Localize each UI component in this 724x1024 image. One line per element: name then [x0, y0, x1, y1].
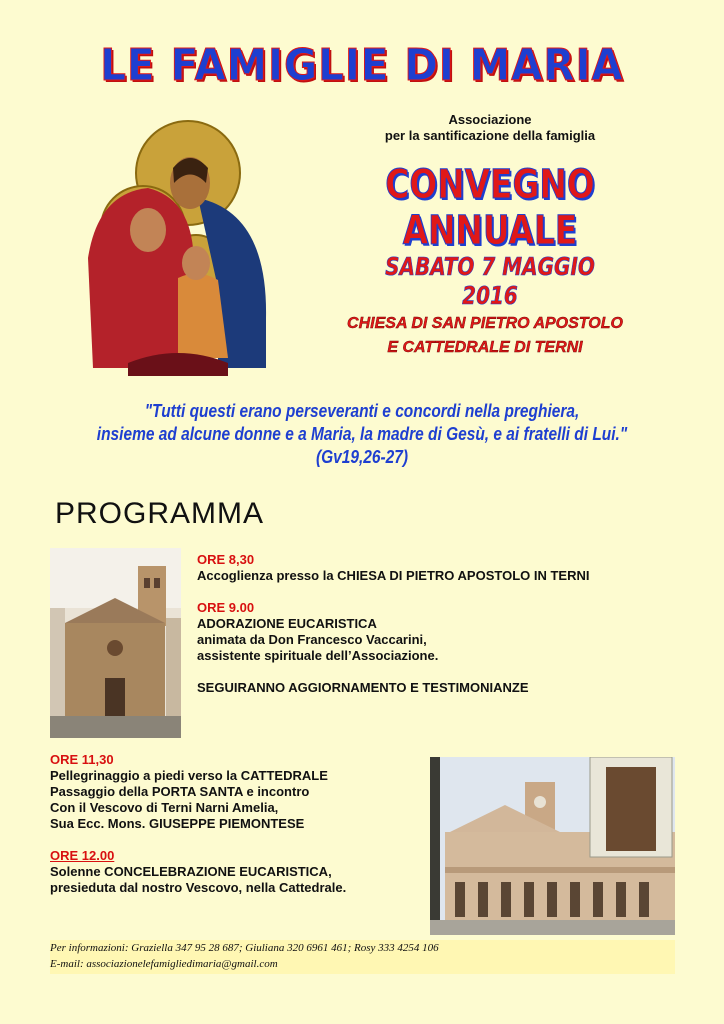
program-late-morning — [50, 752, 430, 896]
event-date: SABATO 7 MAGGIO 2016 — [385, 252, 595, 310]
program-line: Con il Vescovo di Terni Narni Amelia, — [50, 800, 279, 815]
quote-line-2: insieme ad alcune donne e a Maria, la madre di Gesù, e ai fratelli di Lui." (Gv19,26-27) — [96, 424, 628, 467]
church-photo — [50, 548, 181, 738]
program-line: Solenne CONCELEBRAZIONE EUCARISTICA, — [50, 864, 332, 879]
place-line-2: E CATTEDRALE DI TERNI — [387, 339, 583, 356]
cathedral-photo — [430, 757, 675, 935]
association-line-1: Associazione — [448, 112, 532, 127]
place-line-1: CHIESA DI SAN PIETRO APOSTOLO — [347, 315, 623, 332]
time-label: ORE 12.00 — [50, 848, 115, 863]
program-line: Pellegrinaggio a piedi verso la CATTEDRALE — [50, 768, 328, 783]
program-line: assistente spirituale dell’Associazione. — [197, 648, 439, 663]
event-name: CONVEGNO ANNUALE — [385, 162, 595, 254]
program-heading: PROGRAMMA — [55, 497, 265, 530]
contact-email[interactable]: E-mail: associazionelefamigliedimaria@gmail.com — [50, 958, 278, 970]
time-label: ORE 9.00 — [197, 600, 255, 615]
program-line: Accoglienza presso la CHIESA DI PIETRO APOSTOLO IN TERNI — [197, 568, 590, 583]
contact-info — [50, 940, 675, 974]
association-line-2: per la santificazione della famiglia — [384, 128, 596, 143]
program-line: ADORAZIONE EUCARISTICA — [197, 616, 377, 631]
bible-quote — [76, 400, 647, 469]
holy-family-icon-image — [78, 118, 276, 380]
event-place — [300, 312, 670, 360]
quote-line-1: "Tutti questi erano perseveranti e concordi nella preghiera, — [144, 401, 580, 421]
program-line: SEGUIRANNO AGGIORNAMENTO E TESTIMONIANZE — [197, 680, 529, 695]
program-line: animata da Don Francesco Vaccarini, — [197, 632, 427, 647]
time-label: ORE 8,30 — [197, 552, 255, 567]
program-morning — [197, 552, 707, 696]
program-line: Passaggio della PORTA SANTA e incontro — [50, 784, 310, 799]
program-line: Sua Ecc. Mons. GIUSEPPE PIEMONTESE — [50, 816, 305, 831]
page-title: LE FAMIGLIE DI MARIA — [100, 40, 624, 91]
program-line: presieduta dal nostro Vescovo, nella Cattedrale. — [50, 880, 347, 895]
contact-phones: Per informazioni: Graziella 347 95 28 687; Giuliana 320 6961 461; Rosy 333 4254 106 — [50, 942, 439, 954]
time-label: ORE 11,30 — [50, 752, 114, 767]
association-subtitle — [330, 112, 650, 144]
